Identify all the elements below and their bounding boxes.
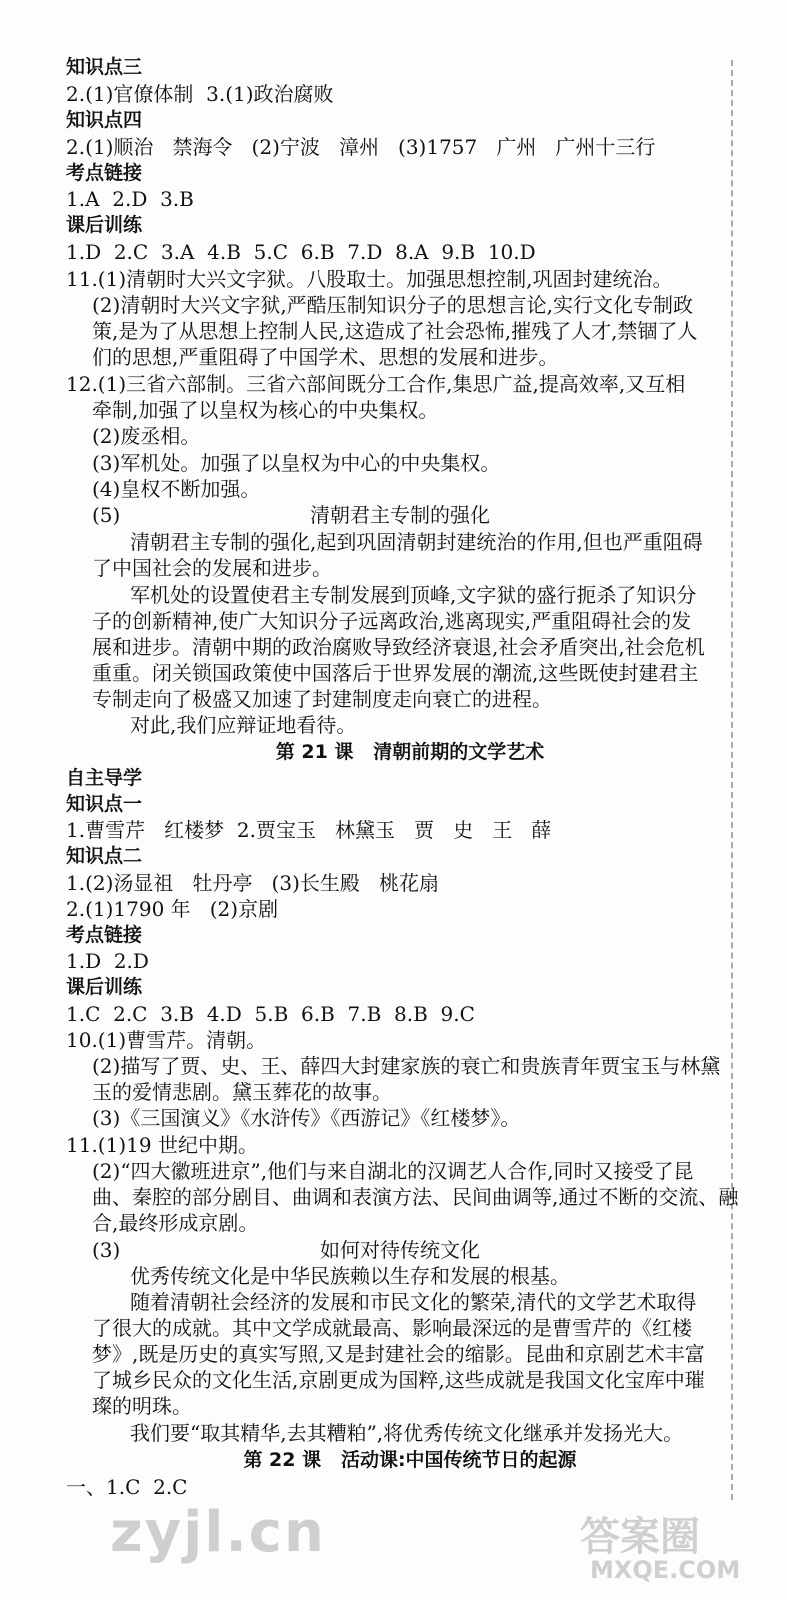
- answer-line: 10.(1)曹雪芹。清朝。: [66, 1028, 267, 1052]
- answer-line: 清朝君主专制的强化,起到巩固清朝封建统治的作用,但也严重阻碍: [130, 530, 703, 554]
- section-heading: 考点链接: [66, 924, 143, 946]
- answer-line: (2)清朝时大兴文字狱,严酷压制知识分子的思想言论,实行文化专制政: [92, 293, 694, 317]
- answer-line: (2)描写了贾、史、王、薛四大封建家族的衰亡和贵族青年贾宝玉与林黛: [92, 1054, 721, 1078]
- answer-line: 策,是为了从思想上控制人民,这造成了社会恐怖,摧残了人才,禁锢了人: [92, 319, 698, 343]
- section-heading: 考点链接: [66, 162, 143, 184]
- answer-line: 2.(1)顺治 禁海令 (2)宁波 漳州 (3)1757 广州 广州十三行: [66, 135, 656, 159]
- answer-line: 如何对待传统文化: [320, 1238, 480, 1262]
- answer-line: 专制走向了极盛又加速了封建制度走向衰亡的进程。: [92, 687, 552, 711]
- answer-line: 1.(2)汤显祖 牡丹亭 (3)长生殿 桃花扇: [66, 871, 439, 895]
- watermark-mxqe: MXQE.COM: [590, 1556, 741, 1584]
- answer-line: 清朝君主专制的强化: [310, 503, 490, 527]
- watermark-answer-circle: 答案圈: [580, 1514, 700, 1560]
- section-heading: 课后训练: [66, 976, 143, 998]
- answer-line: 我们要“取其精华,去其糟粕”,将优秀传统文化继承并发扬光大。: [130, 1421, 684, 1445]
- answer-line: 了很大的成就。其中文学成就最高、影响最深远的是曹雪芹的《红楼: [92, 1316, 692, 1340]
- section-heading: 自主导学: [66, 767, 143, 789]
- answer-line: 1.D 2.D: [66, 949, 149, 973]
- section-heading: 知识点四: [66, 109, 143, 131]
- answer-line: 牵制,加强了以皇权为核心的中央集权。: [92, 398, 439, 422]
- answer-line: 11.(1)19 世纪中期。: [66, 1133, 258, 1157]
- answer-line: 梦》,既是历史的真实写照,又是封建社会的缩影。昆曲和京剧艺术丰富: [92, 1342, 705, 1366]
- answer-line: 曲、秦腔的部分剧目、曲调和表演方法、民间曲调等,通过不断的交流、融: [92, 1185, 739, 1209]
- answer-line: 一、1.C 2.C: [66, 1475, 188, 1499]
- answer-line: 11.(1)清朝时大兴文字狱。八股取士。加强思想控制,巩固封建统治。: [66, 267, 673, 291]
- answer-line: 优秀传统文化是中华民族赖以生存和发展的根基。: [130, 1264, 570, 1288]
- answer-line: 军机处的设置使君主专制发展到顶峰,文字狱的盛行扼杀了知识分: [130, 583, 697, 607]
- section-heading: 知识点一: [66, 793, 143, 815]
- answer-line: (2)废丞相。: [92, 424, 201, 448]
- answer-line: 随着清朝社会经济的发展和市民文化的繁荣,清代的文学艺术取得: [130, 1290, 697, 1314]
- answer-line: (4)皇权不断加强。: [92, 477, 261, 501]
- fold-dashed-line: [731, 60, 733, 1500]
- answer-line: 了城乡民众的文化生活,京剧更成为国粹,这些成就是我国文化宝库中璀: [92, 1368, 705, 1392]
- lesson-title: 第 22 课 活动课:中国传统节日的起源: [243, 1449, 577, 1471]
- answer-line: 12.(1)三省六部制。三省六部间既分工合作,集思广益,提高效率,又互相: [66, 372, 686, 396]
- answer-line: 1.曹雪芹 红楼梦 2.贾宝玉 林黛玉 贾 史 王 薛: [66, 818, 552, 842]
- section-heading: 知识点三: [66, 56, 143, 78]
- answer-line: (3)《三国演义》《水浒传》《西游记》《红楼梦》。: [92, 1106, 521, 1130]
- section-heading: 知识点二: [66, 845, 143, 867]
- answer-line: 合,最终形成京剧。: [92, 1211, 259, 1235]
- answer-line: 玉的爱情悲剧。黛玉葬花的故事。: [92, 1080, 392, 1104]
- answer-line: 了中国社会的发展和进步。: [92, 556, 332, 580]
- section-heading: 课后训练: [66, 214, 143, 236]
- answer-line: 2.(1)官僚体制 3.(1)政治腐败: [66, 82, 334, 106]
- answer-line: 对此,我们应辩证地看待。: [130, 713, 357, 737]
- answer-line: 展和进步。清朝中期的政治腐败导致经济衰退,社会矛盾突出,社会危机: [92, 635, 705, 659]
- answer-line: 璨的明珠。: [92, 1394, 192, 1418]
- answer-line: 1.C 2.C 3.B 4.D 5.B 6.B 7.B 8.B 9.C: [66, 1002, 475, 1026]
- answer-line: 2.(1)1790 年 (2)京剧: [66, 897, 279, 921]
- watermark-zyjl: zyjl.cn: [110, 1500, 326, 1565]
- answer-line: 子的创新精神,使广大知识分子远离政治,逃离现实,严重阻碍社会的发: [92, 609, 692, 633]
- answer-line: 重重。闭关锁国政策使中国落后于世界发展的潮流,这些既使封建君主: [92, 661, 699, 685]
- answer-line: (3): [92, 1238, 121, 1262]
- answer-line: (5): [92, 503, 121, 527]
- answer-line: 1.D 2.C 3.A 4.B 5.C 6.B 7.D 8.A 9.B 10.D: [66, 240, 536, 264]
- answer-line: (3)军机处。加强了以皇权为中心的中央集权。: [92, 451, 501, 475]
- answer-line: 1.A 2.D 3.B: [66, 187, 194, 211]
- answer-line: (2)“四大徽班进京”,他们与来自湖北的汉调艺人合作,同时又接受了昆: [92, 1159, 694, 1183]
- answer-line: 们的思想,严重阻碍了中国学术、思想的发展和进步。: [92, 345, 559, 369]
- lesson-title: 第 21 课 清朝前期的文学艺术: [275, 741, 545, 763]
